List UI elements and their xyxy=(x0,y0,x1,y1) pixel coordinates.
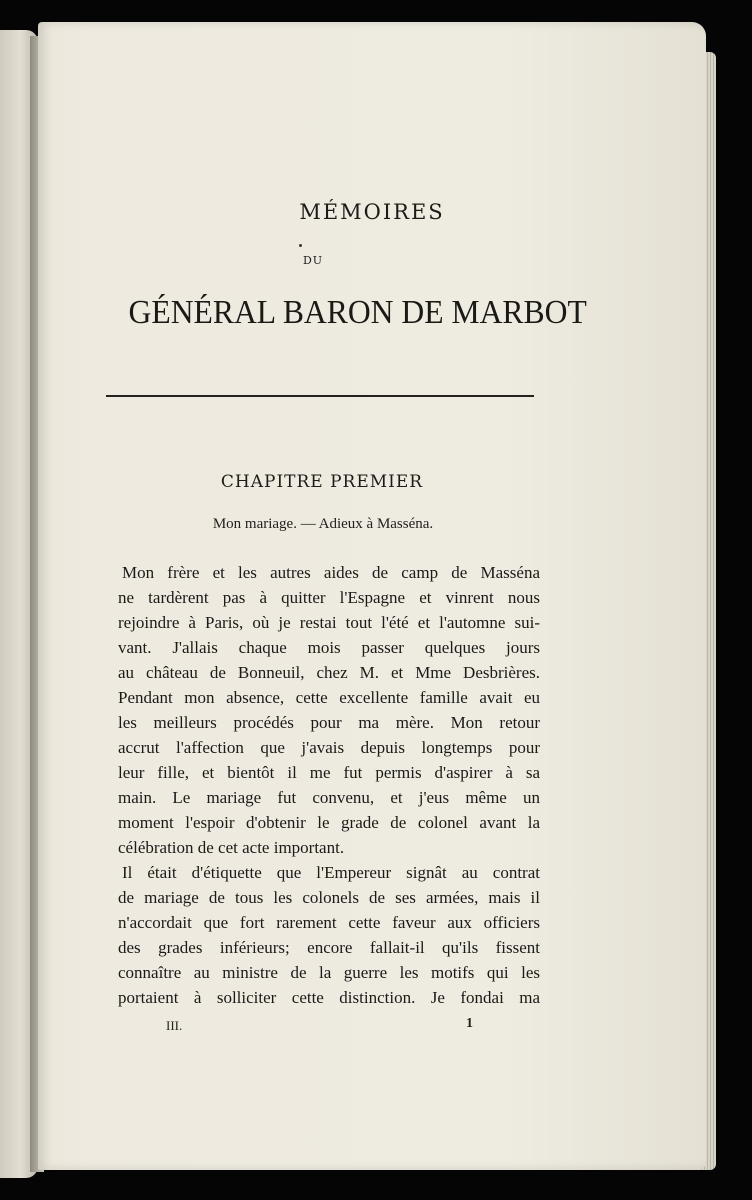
body-line: accrut l'affection que j'avais depuis longtemps pour xyxy=(118,738,540,757)
title-rule xyxy=(106,395,534,397)
body-line: main. Le mariage fut convenu, et j'eus même un xyxy=(118,788,540,807)
page-number: 1 xyxy=(466,1016,473,1031)
body-line: les meilleurs procédés pour ma mère. Mon retour xyxy=(118,713,540,732)
body-line: rejoindre à Paris, où je restai tout l'été et l'automne sui- xyxy=(118,613,540,632)
body-line: leur fille, et bientôt il me fut permis d'aspirer à sa xyxy=(118,763,540,782)
body-line: ne tardèrent pas à quitter l'Espagne et vinrent nous xyxy=(118,588,540,607)
chapter-title: CHAPITRE PREMIER xyxy=(220,472,424,492)
body-line: Il était d'étiquette que l'Empereur signât au contrat xyxy=(122,863,540,882)
body-line: de mariage de tous les colonels de ses armées, mais il xyxy=(118,888,540,907)
body-line: célébration de cet acte important. xyxy=(118,838,345,857)
body-line: connaître au ministre de la guerre les motifs qui les xyxy=(118,963,540,982)
body-line: Mon frère et les autres aides de camp de Masséna xyxy=(122,563,540,582)
chapter-subtitle: Mon mariage. — Adieux à Masséna. xyxy=(212,516,434,532)
body-line: portaient à solliciter cette distinction. Je fondai ma xyxy=(118,988,540,1007)
header-du: DU xyxy=(302,254,324,267)
body-line: n'accordait que fort rarement cette faveur aux officiers xyxy=(118,913,540,932)
ink-dot xyxy=(299,244,302,247)
header-name: GÉNÉRAL BARON DE MARBOT xyxy=(128,294,587,331)
body-line: Pendant mon absence, cette excellente famille avait eu xyxy=(118,688,540,707)
body-line: moment l'espoir d'obtenir le grade de colonel avant la xyxy=(118,813,540,832)
signature-mark: III. xyxy=(166,1018,183,1033)
body-line: vant. J'allais chaque mois passer quelques jours xyxy=(118,638,540,657)
book-page xyxy=(38,22,706,1170)
header-title: MÉMOIRES xyxy=(299,200,445,224)
body-line: au château de Bonneuil, chez M. et Mme Desbrières. xyxy=(118,663,540,682)
body-line: des grades inférieurs; encore fallait-il qu'ils fissent xyxy=(118,938,540,957)
